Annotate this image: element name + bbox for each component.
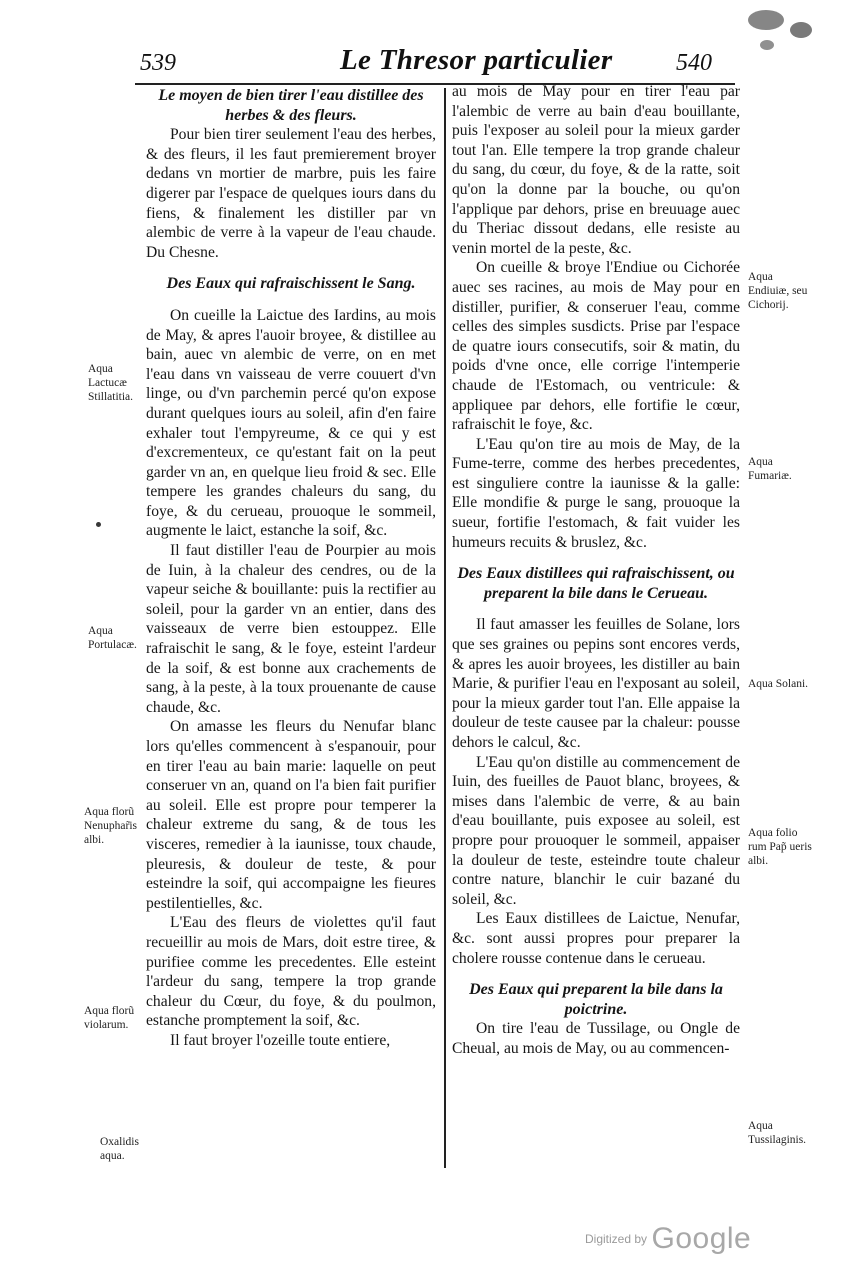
paragraph: On cueille & broye l'Endiue ou Cichorée auec ses racines, au mois de May pour en distiller, purifier, & conseruer l'eau, comme celles des simples susdicts. Prise par l'espace de quatre iours consecutifs, soir & matin, du poids d'vne once, elle corrige l'intemperie chaude de l'Estomach, ou ventricule: & appliquee par dehors, elle fortifie le cœur, rafraischit le foye, &c. [452, 259, 740, 434]
paragraph: On cueille la Laictue des Iardins, au mois de May, & apres l'auoir broyee, & distillee au bain, auec vn alembic de verre, on en met l'eau dans vn vaisseau de verre couuert d'vn linge, ou d'vn parchemin percé qu'on expose durant quelques iours au soleil, afin d'en faire exhaler tout l'empyreume, & ce qui y est d'excrementeux, ce qu'estant fait on la peut garder vn an, en quelque lieu froid & sec. Elle tempere les grandes chaleurs du sang, du foye, & du cerueau, prouoque le sommeil, augmente le laict, estanche la soif, &c. [146, 306, 436, 540]
page-number-right: 540 [676, 50, 712, 76]
watermark-prefix: Digitized by [585, 1232, 648, 1246]
ink-stain [748, 10, 784, 30]
margin-note: Aqua Endiuiæ, seu Cichorij. [748, 271, 808, 311]
running-title: Le Thresor particulier [340, 44, 613, 76]
paragraph: On amasse les fleurs du Nenufar blanc lors qu'elles commencent à s'espanouir, pour en tirer l'eau au bain marie: laquelle on peut conseruer vn an, quand on l'a bien fait purifier au soleil. Elle est propre pour temperer la chaleur extreme du sang, & de tous les visceres, remedier à la iaunisse, toux chaude, pleuresis, & douleur de teste, & pour esteindre la soif, qui accompaigne les fieures pestilentielles, &c. [146, 718, 436, 912]
paragraph: Pour bien tirer seulement l'eau des herbes, & des fleurs, il les faut premierement broyer dedans vn mortier de marbre, puis les faire digerer par l'espace de quelques iours dans du fiens, & finalement les distiller par vn alembic de verre à la vapeur de l'eau chaude. Du Chesne. [146, 126, 436, 261]
digitized-by-watermark [585, 1222, 751, 1256]
section-heading: Des Eaux distillees qui rafraischissent, ou preparent la bile dans le Cerueau. [457, 565, 735, 602]
margin-note: Aqua folio rum Pap̃ ueris albi. [748, 827, 812, 867]
margin-note: Aqua Solani. [748, 678, 809, 690]
column-divider [444, 88, 446, 1168]
margin-note: Aqua florũ Nenuphar̃is albi. [84, 806, 138, 846]
left-column [146, 86, 436, 1051]
section-heading: Le moyen de bien tirer l'eau distillee des herbes & des fleurs. [158, 87, 424, 124]
ink-stain [760, 40, 774, 50]
ink-stain [790, 22, 812, 38]
paragraph: L'Eau qu'on distille au commencement de Iuin, des fueilles de Pauot blanc, broyees, & mises dans l'alembic de verre, & au bain d'eau bouillante, puis exposee au soleil, est propre pour prouoquer le sommeil, appaiser la douleur de teste, esteindre toute chaleur contre nature, blanchir le cuir bazané du soleil, &c. [452, 753, 740, 908]
paragraph: Il faut amasser les feuilles de Solane, lors que ses graines ou pepins sont encores verds, & apres les auoir broyees, les distiller au bain Marie, & purifier l'eau en l'exposant au soleil, pour la mieux garder tout l'an. Elle appaise la douleur de teste causee par la chaleur: pousse dehors le calcul, &c. [452, 616, 740, 751]
margin-note: Aqua Portulacæ. [88, 625, 137, 651]
page-number-left: 539 [140, 50, 176, 76]
ink-dot [96, 522, 101, 527]
section-heading: Des Eaux qui rafraischissent le Sang. [166, 275, 416, 293]
section-heading: Des Eaux qui preparent la bile dans la poictrine. [469, 981, 723, 1018]
paragraph: Il faut broyer l'ozeille toute entiere, [170, 1031, 391, 1049]
margin-note: Aqua Lactucæ Stillatitia. [88, 363, 134, 403]
paragraph: Il faut distiller l'eau de Pourpier au mois de Iuin, à la chaleur des cendres, ou de la vapeur seiche & bouillante: puis la rectifier au soleil, pour la garder vn an entier, dans des vaisseaux de verre bien estouppez. Elle rafraischit le sang, & le foye, esteint l'ardeur de la soif, & est bonne aux crachements de sang, à la peste, à la toux prouenante de cause chaude, &c. [146, 542, 436, 716]
paragraph: On tire l'eau de Tussilage, ou Ongle de Cheual, au mois de May, ou au commencen- [452, 1020, 740, 1057]
paragraph: au mois de May pour en tirer l'eau par l'alembic de verre au bain d'eau bouillante, puis l'exposer au soleil pour la mieux garder tout l'an. Elle tempere la trop grande chaleur du sang, du cœur, du foye, & de la ratte, soit qu'on la donne par la bouche, ou qu'on l'applique par dehors, prise en breuuage auec du Theriac dissout dedans, elle resiste au venin mortel de la peste, &c. [452, 83, 740, 257]
paragraph: Les Eaux distillees de Laictue, Nenufar, &c. sont aussi propres pour preparer la cholere rousse contenue dans le cerueau. [452, 910, 740, 967]
paragraph: L'Eau des fleurs de violettes qu'il faut recueillir au mois de Mars, doit estre tiree, & purifiee comme les precedentes. Elle esteint l'ardeur du sang, tempere la trop grande chaleur du Cœur, du foye, & du poulmon, estanche promptement la soif, &c. [146, 914, 436, 1030]
margin-note: Aqua Fumariæ. [748, 456, 792, 482]
margin-note: Oxalidis aqua. [100, 1136, 139, 1162]
margin-note: Aqua florũ violarum. [84, 1005, 135, 1031]
paragraph: L'Eau qu'on tire au mois de May, de la Fume-terre, comme des herbes precedentes, est singuliere contre la iaunisse & la galle: Elle mondifie & purge le sang, prouoque la sueur, fortifie l'estomach, & fait vuider les humeurs recuits & bruslez, &c. [452, 435, 740, 551]
google-logo: Google [651, 1222, 752, 1255]
right-column [452, 82, 740, 1059]
margin-note: Aqua Tussilaginis. [748, 1120, 807, 1146]
